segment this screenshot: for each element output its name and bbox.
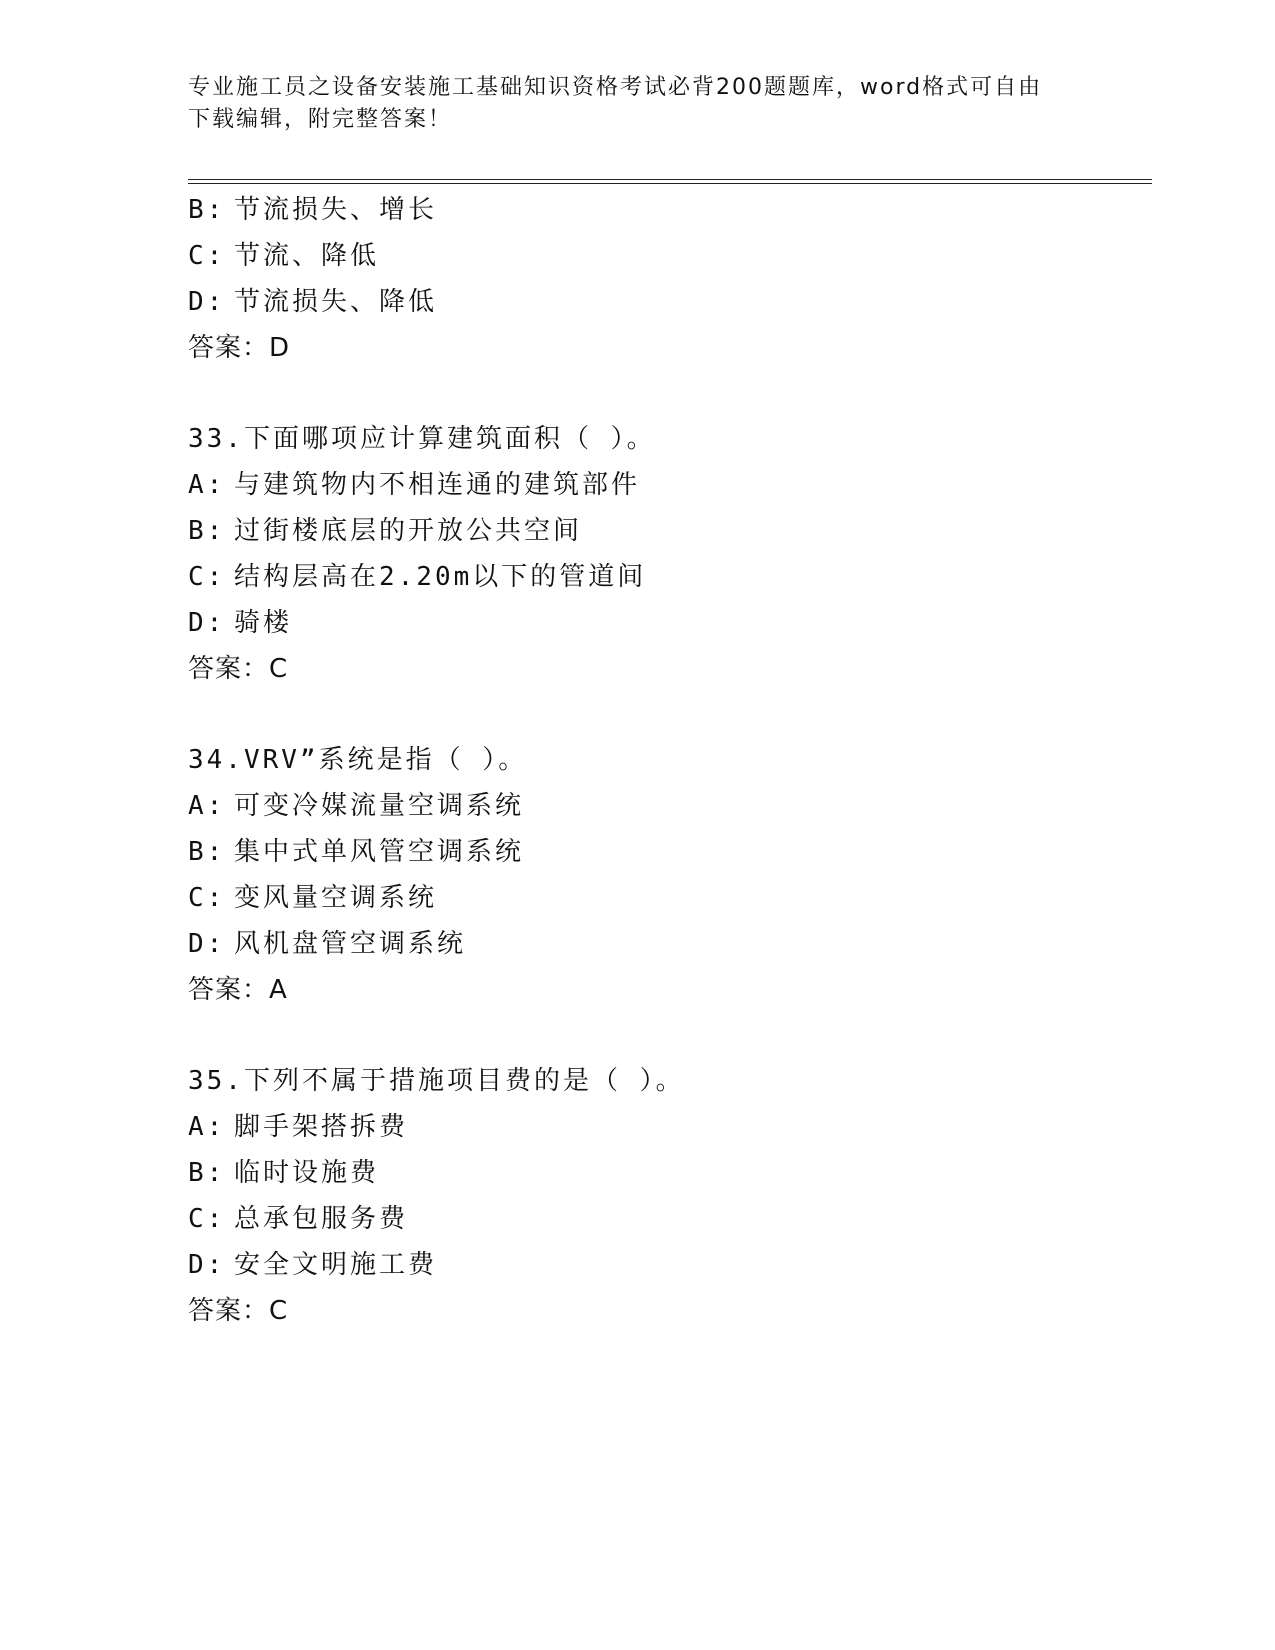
header-divider — [188, 179, 1152, 184]
option-letter: B: — [188, 195, 226, 225]
option-text: 与建筑物内不相连通的建筑部件 — [234, 470, 641, 500]
option-text: 节流损失、降低 — [234, 287, 438, 317]
option-text: 过街楼底层的开放公共空间 — [234, 516, 583, 546]
option-d — [188, 921, 1152, 967]
option-text: 脚手架搭拆费 — [234, 1112, 409, 1142]
option-a — [188, 1104, 1152, 1150]
option-b — [188, 829, 1152, 875]
option-text: 风机盘管空调系统 — [234, 929, 467, 959]
option-c — [188, 1196, 1152, 1242]
answer-line: 答案：A — [188, 975, 288, 1005]
option-c — [188, 233, 1152, 279]
option-text: 结构层高在2.20m以下的管道间 — [234, 562, 647, 592]
option-c — [188, 875, 1152, 921]
question-stem: 33.下面哪项应计算建筑面积（ ）。 — [188, 424, 656, 454]
answer-line: 答案：C — [188, 1296, 289, 1326]
document-header — [188, 72, 1088, 136]
header-line-1: 专业施工员之设备安装施工基础知识资格考试必背200题题库，word格式可自由 — [188, 75, 1043, 100]
option-d — [188, 1242, 1152, 1288]
option-letter: A: — [188, 791, 226, 821]
option-letter: A: — [188, 1112, 226, 1142]
option-letter: C: — [188, 1204, 226, 1234]
question-stem: 34.VRV”系统是指（ ）。 — [188, 745, 528, 775]
option-text: 临时设施费 — [234, 1158, 380, 1188]
option-text: 骑楼 — [234, 608, 293, 638]
option-letter: B: — [188, 837, 226, 867]
question-35 — [188, 1058, 1152, 1334]
option-text: 总承包服务费 — [234, 1204, 409, 1234]
option-letter: B: — [188, 516, 226, 546]
option-letter: D: — [188, 1250, 226, 1280]
partial-question-block — [188, 187, 1152, 371]
question-33 — [188, 416, 1152, 692]
header-line-2: 下载编辑，附完整答案！ — [188, 107, 453, 132]
option-text: 可变冷媒流量空调系统 — [234, 791, 525, 821]
question-34 — [188, 737, 1152, 1013]
option-d — [188, 279, 1152, 325]
option-letter: C: — [188, 241, 226, 271]
option-d — [188, 600, 1152, 646]
option-letter: C: — [188, 883, 226, 913]
option-text: 节流损失、增长 — [234, 195, 438, 225]
option-text: 安全文明施工费 — [234, 1250, 438, 1280]
option-letter: B: — [188, 1158, 226, 1188]
option-letter: D: — [188, 287, 226, 317]
answer-line: 答案：D — [188, 333, 291, 363]
option-text: 集中式单风管空调系统 — [234, 837, 525, 867]
option-b — [188, 187, 1152, 233]
option-letter: D: — [188, 929, 226, 959]
option-letter: A: — [188, 470, 226, 500]
option-a — [188, 462, 1152, 508]
option-a — [188, 783, 1152, 829]
document-body — [188, 187, 1152, 1334]
answer-line: 答案：C — [188, 654, 289, 684]
question-stem: 35.下列不属于措施项目费的是（ ）。 — [188, 1066, 685, 1096]
option-text: 节流、降低 — [234, 241, 380, 271]
option-c — [188, 554, 1152, 600]
option-b — [188, 1150, 1152, 1196]
option-b — [188, 508, 1152, 554]
option-text: 变风量空调系统 — [234, 883, 438, 913]
option-letter: C: — [188, 562, 226, 592]
option-letter: D: — [188, 608, 226, 638]
